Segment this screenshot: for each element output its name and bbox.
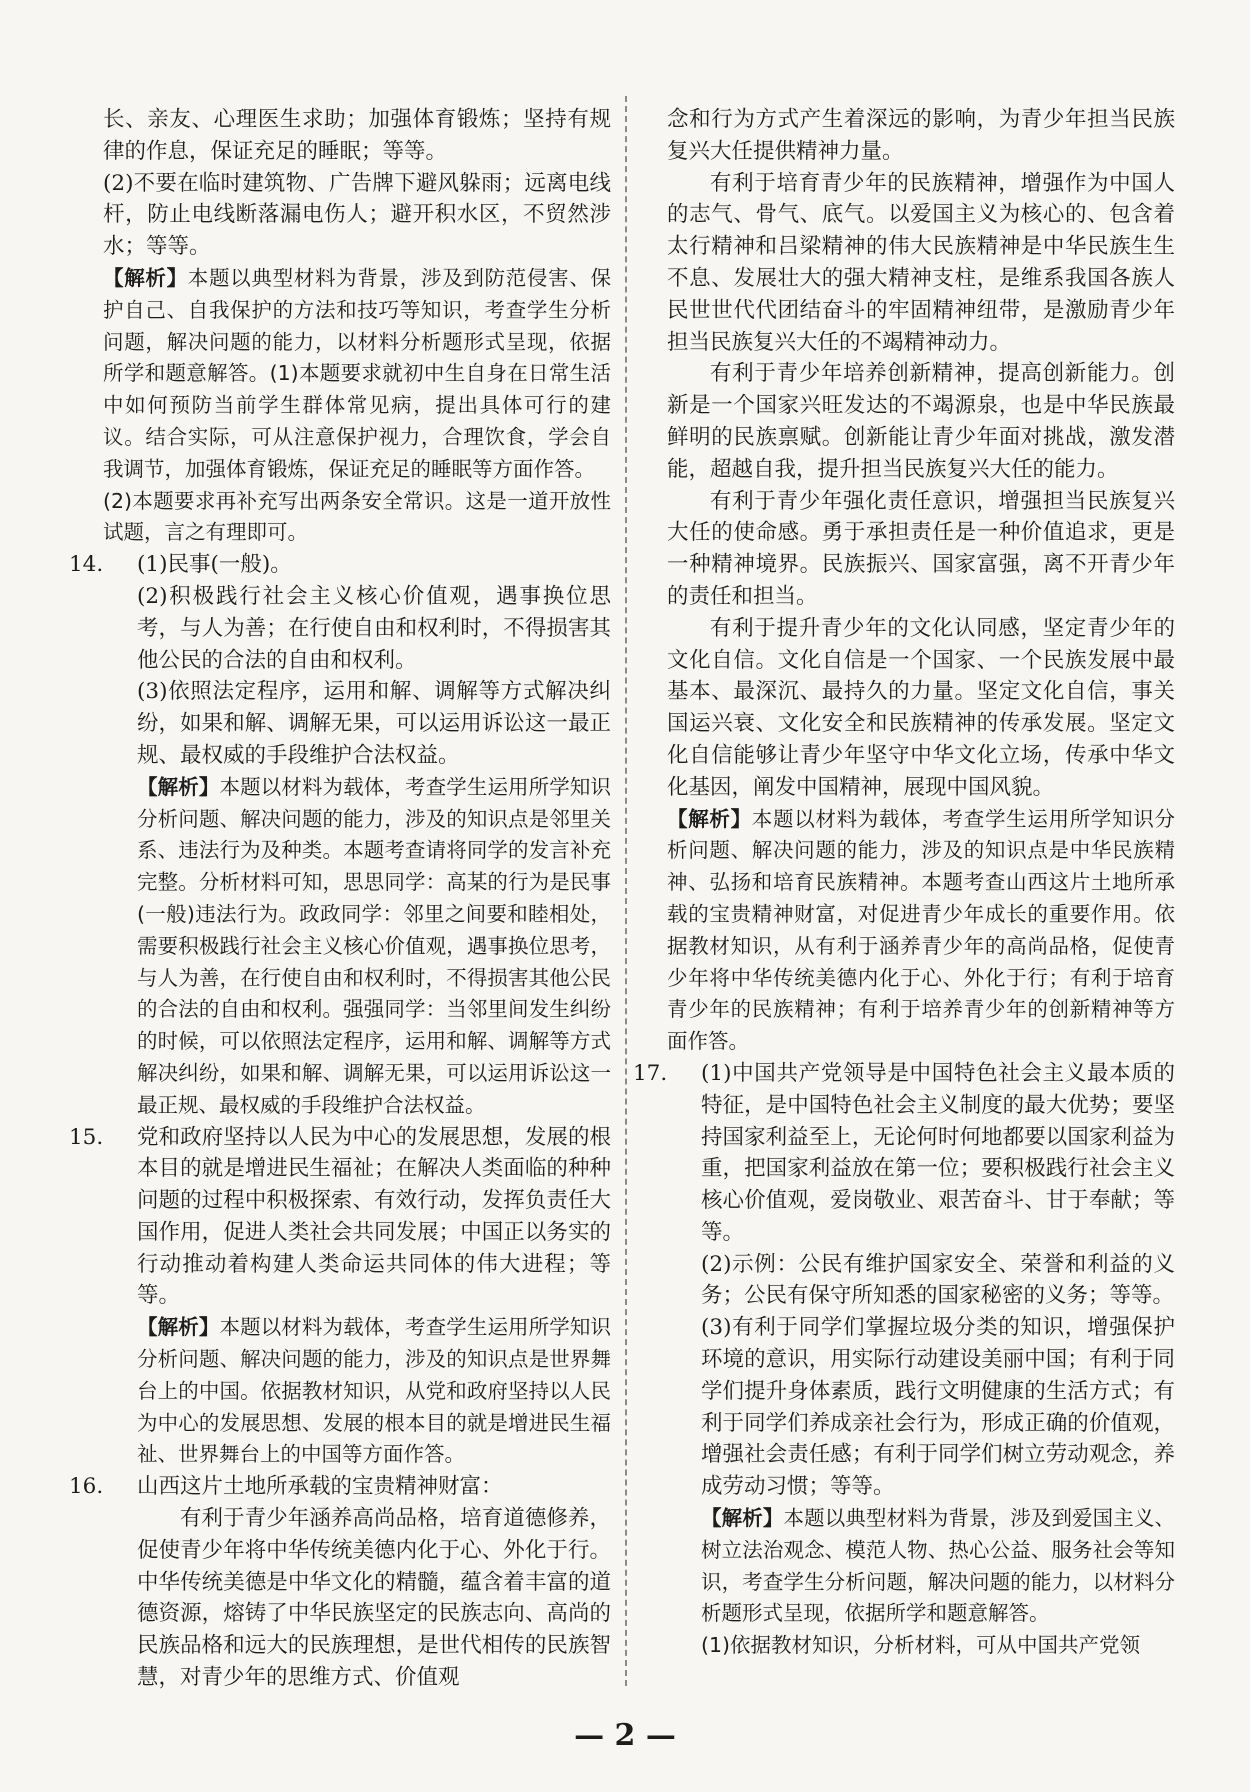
analysis-17-text: 本题以典型材料为背景，涉及到爱国主义、树立法治观念、模范人物、热心公益、服务社会等知识，考查学生分析问题，解决问题的能力，以材料分析题形式呈现，依据所学和题意解答。 — [701, 1506, 1176, 1626]
question-number: 14. — [69, 552, 104, 578]
answer-14-part3: (3)依照法定程序，运用和解、调解等方式解决纠纷，如果和解、调解无果，可以运用诉讼这一最正规、最权威的手段维护合法权益。 — [137, 679, 611, 768]
question-17-body — [667, 1249, 1175, 1662]
answer-16-part5: 有利于提升青少年的文化认同感，坚定青少年的文化自信。文化自信是一个国家、一个民族发展中最基本、最深沉、最持久的力量。坚定文化自信，事关国运兴衰、文化安全和民族精神的传承发展。坚定文化自信能够让青少年坚守中华文化立场，传承中华文化基因，阐发中国精神，展现中国风貌。 — [667, 615, 1175, 800]
answer-17-part3: (3)有利于同学们掌握垃圾分类的知识，增强保护环境的意识，用实际行动建设美丽中国；有利于同学们提升身体素质，践行文明健康的生活方式；有利于同学们养成亲社会行为，形成正确的价值观，增强社会责任感；有利于同学们树立劳动观念，养成劳动习惯；等等。 — [701, 1315, 1175, 1500]
question-number: 17. — [633, 1060, 668, 1086]
column-divider — [625, 96, 627, 1686]
analysis-tag: 【解析】 — [137, 774, 220, 799]
analysis-13b: (2)本题要求再补充写出两条安全常识。这是一道开放性试题，言之有理即可。 — [103, 488, 611, 545]
analysis-16-text: 本题以材料为载体，考查学生运用所学知识分析问题、解决问题的能力，涉及的知识点是中华民族精神、弘扬和培育民族精神。本题考查山西这片土地所承载的宝贵精神财富，对促进青少年成长的重要作用。依据教材知识，从有利于涵养青少年的高尚品格，促使青少年将中华传统美德内化于心、外化于行；有利于培育青少年的民族精神；有利于培养青少年的创新精神等方面作答。 — [667, 806, 1176, 1054]
question-16-cont — [667, 104, 1175, 1058]
answer-17-part1: (1)中国共产党领导是中国特色社会主义最本质的特征，是中国特色社会主义制度的最大优势；要坚持国家利益至上，无论何时何地都要以国家利益为重，把国家利益放在第一位；要积极践行社会主义核心价值观，爱岗敬业、艰苦奋斗、甘于奉献；等等。 — [701, 1060, 1175, 1245]
question-16 — [69, 1471, 611, 1503]
answer-17-part2: (2)示例：公民有维护国家安全、荣誉和利益的义务；公民有保守所知悉的国家秘密的义务；等等。 — [701, 1251, 1175, 1309]
analysis-14-text: 本题以材料为载体，考查学生运用所学知识分析问题、解决问题的能力，涉及的知识点是邻里关系、违法行为及种类。本题考查请将同学的发言补充完整。分析材料可知，思思同学：高某的行为是民事(一般)违法行为。政政同学：邻里之间要和睦相处，需要积极践行社会主义核心价值观，遇事换位思考，与人为善，在行使自由和权利时，不得损害其他公民的合法的自由和权利。强强同学：当邻里间发生纠纷的时候，可以依照法定程序，运用和解、调解等方式解决纠纷，如果和解、调解无果，可以运用诉讼这一最正规、最权威的手段维护合法权益。 — [137, 774, 612, 1117]
answer-16-part4: 有利于青少年强化责任意识，增强担当民族复兴大任的使命感。勇于承担责任是一种价值追求，更是一种精神境界。民族振兴、国家富强，离不开青少年的责任和担当。 — [667, 488, 1175, 609]
question-15 — [69, 1122, 611, 1313]
analysis-tag: 【解析】 — [103, 265, 188, 290]
answer-14-part2: (2)积极践行社会主义核心价值观，遇事换位思考，与人为善；在行使自由和权利时，不得损害其他公民的合法的自由和权利。 — [137, 583, 611, 673]
question-17 — [633, 1058, 1175, 1249]
answer-14-part1: (1)民事(一般)。 — [137, 552, 292, 578]
question-14 — [69, 549, 611, 581]
question-14-body — [103, 581, 611, 1122]
left-column — [69, 104, 612, 1694]
answer-16-part3: 有利于青少年培养创新精神，提高创新能力。创新是一个国家兴旺发达的不竭源泉，也是中华民族最鲜明的民族禀赋。创新能让青少年面对挑战，激发潜能，超越自我，提升担当民族复兴大任的能力。 — [667, 361, 1175, 482]
page-number: — 2 — — [574, 1718, 676, 1753]
analysis-tag: 【解析】 — [701, 1506, 784, 1531]
analysis-15-text: 本题以材料为载体，考查学生运用所学知识分析问题、解决问题的能力，涉及的知识点是世界舞台上的中国。依据教材知识，从党和政府坚持以人民为中心的发展思想、发展的根本目的就是增进民生福祉、世界舞台上的中国等方面作答。 — [137, 1315, 612, 1467]
analysis-15 — [137, 1312, 611, 1471]
analysis-14 — [137, 772, 611, 1122]
analysis-17b: (1)依据教材知识，分析材料，可从中国共产党领 — [701, 1633, 1141, 1658]
analysis-17 — [701, 1503, 1175, 1630]
analysis-16 — [667, 804, 1175, 1058]
answer-16-part1: 有利于青少年涵养高尚品格，培育道德修养，促使青少年将中华传统美德内化于心、外化于行。中华传统美德是中华文化的精髓，蕴含着丰富的道德资源，熔铸了中华民族坚定的民族志向、高尚的民族品格和远大的民族理想，是世代相传的民族智慧，对青少年的思维方式、价值观 — [137, 1506, 611, 1691]
answer-13-cont: 长、亲友、心理医生求助；加强体育锻炼；坚持有规律的作息，保证充足的睡眠；等等。 — [103, 107, 611, 164]
answer-16-part2: 有利于培育青少年的民族精神，增强作为中国人的志气、骨气、底气。以爱国主义为核心的、包含着太行精神和吕梁精神的伟大民族精神是中华民族生生不息、发展壮大的强大精神支柱，是维系我国各族人民世世代代团结奋斗的牢固精神纽带，是激励青少年担当民族复兴大任的不竭精神动力。 — [667, 170, 1175, 355]
analysis-13 — [103, 263, 611, 486]
answer-16-title: 山西这片土地所承载的宝贵精神财富： — [137, 1474, 503, 1500]
question-number: 15. — [69, 1124, 104, 1150]
answer-16-cont: 念和行为方式产生着深远的影响，为青少年担当民族复兴大任提供精神力量。 — [667, 107, 1175, 164]
analysis-tag: 【解析】 — [137, 1315, 220, 1340]
analysis-tag: 【解析】 — [667, 806, 752, 831]
question-16-body — [103, 1503, 611, 1694]
analysis-13-text: 本题以典型材料为背景，涉及到防范侵害、保护自己、自我保护的方法和技巧等知识，考查学生分析问题，解决问题的能力，以材料分析题形式呈现，依据所学和题意解答。(1)本题要求就初中生自身在日常生活中如何预防当前学生群体常见病，提出具体可行的建议。结合实际，可从注意保护视力，合理饮食，学会自我调节，加强体育锻炼，保证充足的睡眠等方面作答。 — [103, 265, 612, 481]
right-column — [633, 104, 1176, 1662]
answer-15: 党和政府坚持以人民为中心的发展思想，发展的根本目的就是增进民生福祉；在解决人类面临的种种问题的过程中积极探索、有效行动，发挥负责任大国作用，促进人类社会共同发展；中国正以务实的行动推动着构建人类命运共同体的伟大进程；等等。 — [137, 1124, 611, 1309]
question-15-body — [103, 1312, 611, 1471]
answer-13-part2: (2)不要在临时建筑物、广告牌下避风躲雨；远离电线杆，防止电线断落漏电伤人；避开积水区，不贸然涉水；等等。 — [103, 170, 611, 260]
question-number: 16. — [69, 1474, 104, 1500]
